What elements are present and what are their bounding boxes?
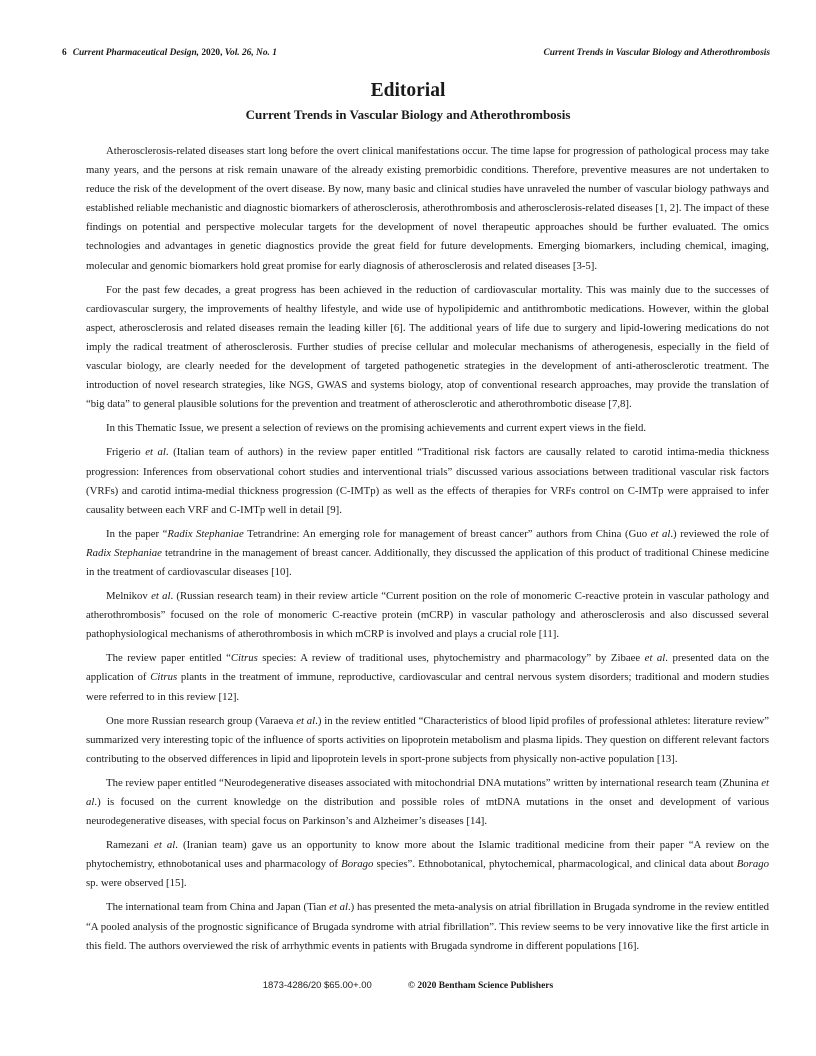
paragraph-text: Melnikov xyxy=(106,590,152,603)
paragraph-text: One more Russian research group (Varaeva xyxy=(106,714,297,727)
paragraph-text: species: A review of traditional uses, phytochemistry and pharmacology” by Zibaee xyxy=(257,652,645,665)
paragraph-text: .) in the review entitled “Characteristics of blood lipid profiles of professional athletes: literature review” summarized very interesting topic of the influence of sports activities on lipoprotein metabolism and plasma lipids. They question on different relevant factors contributing to the observed differences in lipid and lipoprotein levels in sport-prone subjects from physically non-active population [13]. xyxy=(86,714,769,765)
paragraph-text: In this Thematic Issue, we present a selection of reviews on the promising achievements and current expert views in the field. xyxy=(106,422,647,435)
italic-text: Radix Stephaniae xyxy=(167,527,244,540)
paragraph-text: The review paper entitled “ xyxy=(106,652,231,665)
paragraph-text: . (Iranian team) gave us an opportunity to know more about the Islamic traditional medicine from their paper “A review on the phytochemistry, ethnobotanical uses and pharmacology of xyxy=(86,839,769,871)
paragraph-text: .) has presented the meta-analysis on atrial fibrillation in Brugada syndrome in the review entitled “A pooled analysis of the prognostic significance of Brugada syndrome with atrial fibrillation”. This review seems to be very innovative like the first article in this field. The authors overviewed the risk of arrhythmic events in patients with Brugada syndrome in different populations [16]. xyxy=(86,901,769,952)
italic-text: Citrus xyxy=(150,671,178,684)
italic-text: et al xyxy=(296,714,316,727)
copyright-notice: © 2020 Bentham Science Publishers xyxy=(407,981,554,991)
body-paragraph xyxy=(86,898,769,955)
page-footer xyxy=(0,980,816,991)
paragraph-text: . (Italian team of authors) in the review paper entitled “Traditional risk factors are causally related to carotid intima-media thickness progression: Inferences from observational cohort studies and interventional trials” discussed various associations between traditional vascular risk factors (VRFs) and carotid intima-medial thickness progression (C-IMTp) as well as the effects of therapies for VRFs control on C-IMTp were appraised to infer causality between each VRF and C-IMTp well in detail [9]. xyxy=(86,446,770,516)
body-paragraph xyxy=(86,836,769,893)
paragraph-text: Ramezani xyxy=(106,839,155,852)
body-paragraph xyxy=(86,587,769,644)
body-paragraph xyxy=(86,525,769,582)
italic-text: et al xyxy=(154,839,176,852)
italic-text: et al xyxy=(145,446,166,459)
italic-text: et al xyxy=(329,901,348,914)
body-paragraph xyxy=(86,443,769,519)
paragraph-text: Atherosclerosis-related diseases start long before the overt clinical manifestations occur. The time lapse for progression of pathological process may take many years, and the persons at risk remain unaware of the already existing premorbidic conditions. Therefore, preventive measures are not undertaken to reduce the risk of the development of the overt disease. By now, many basic and clinical studies have unraveled the number of vascular biology pathways and established reliable mechanistic and diagnostic biomarkers of atherosclerosis, atherothrombosis and atherosclerosis-related diseases [1, 2]. The impact of these findings on potential and perspective molecular targets for the development of novel therapeutic approaches should be further evaluated. The omics technologies and advantages in genetic diagnostics provide the great field for future developments. Emerging biomarkers, including chemical, imaging, molecular and genomic biomarkers hold great promise for early diagnosis of atherosclerosis and related diseases [3-5]. xyxy=(86,145,769,272)
issn-price: 1873-4286/20 $65.00+.00 xyxy=(262,980,372,991)
italic-text: et al xyxy=(151,590,171,603)
paragraph-text: species”. Ethnobotanical, phytochemical, pharmacological, and clinical data about xyxy=(373,858,737,871)
running-head xyxy=(62,48,770,62)
body-paragraph xyxy=(86,649,769,706)
italic-text: et al xyxy=(644,652,666,665)
body-paragraph xyxy=(86,281,769,415)
journal-volume: Vol. 26, No. 1 xyxy=(222,48,277,58)
journal-name: Current Pharmaceutical Design, xyxy=(72,48,200,58)
paragraph-text: . (Russian research team) in their review article “Current position on the role of monomeric C-reactive protein in vascular pathology and atherothrombosis” focused on the role of monomeric C-reactive protein (mCRP) in vascular pathology and atherosclerosis and also discussed several pathophysiological mechanisms of atherothrombosis in which mCRP is involved and plays a crucial role [11]. xyxy=(86,590,769,641)
italic-text: Borago xyxy=(341,858,374,871)
paragraph-text: Frigerio xyxy=(106,446,146,459)
body-paragraph xyxy=(86,142,769,276)
editorial-subtitle: Current Trends in Vascular Biology and Atherothrombosis xyxy=(245,107,571,122)
journal-year: 2020, xyxy=(199,48,223,58)
body-paragraph xyxy=(86,712,769,769)
italic-text: Borago xyxy=(736,858,769,871)
paragraph-text: In the paper “ xyxy=(106,527,168,540)
paragraph-text: sp. were observed [15]. xyxy=(86,877,187,890)
italic-text: Citrus xyxy=(230,652,258,665)
editorial-body xyxy=(86,142,769,961)
running-head-article-title: Current Trends in Vascular Biology and Atherothrombosis xyxy=(543,48,770,58)
paragraph-text: The review paper entitled “Neurodegenerative diseases associated with mitochondrial DNA mutations” written by international research team (Zhunina xyxy=(106,776,762,789)
paragraph-text: . presented data on the application of xyxy=(86,652,769,684)
body-paragraph xyxy=(86,419,769,438)
paragraph-text: For the past few decades, a great progress has been achieved in the reduction of cardiovascular mortality. This was mainly due to the successes of cardiovascular surgery, the improvements of healthy lifestyle, and wide use of hypolipidemic and antithrombotic medications. However, within the global aspect, atherosclerosis and related diseases remain the leading killer [6]. The additional years of life due to surgery and lipid-lowering medications do not imply the radical treatment of atherosclerosis. Further studies of precise cellular and molecular mechanisms of atherogenesis, especially in the field of vascular biology, are clearly needed for the development of targeted pathogenetic strategies in the development of anti-atherosclerotic treatment. The introduction of novel research strategies, like NGS, GWAS and systems biology, atop of conventional research approaches, may provide the translation of “big data” to general plausible solutions for the prevention and treatment of atherosclerotic and atherothrombotic disease [7,8]. xyxy=(86,283,769,411)
paragraph-text: The international team from China and Japan (Tian xyxy=(106,901,330,914)
paragraph-text: Tetrandrine: An emerging role for management of breast cancer” authors from China (Guo xyxy=(243,527,651,540)
body-paragraph xyxy=(86,774,769,831)
italic-text: et al xyxy=(650,527,671,540)
paragraph-text: tetrandrine in the management of breast cancer. Additionally, they discussed the application of this product of traditional Chinese medicine in the treatment of cardiovascular diseases [10]. xyxy=(86,546,769,578)
italic-text: Radix Stephaniae xyxy=(86,546,162,559)
page-number: 6 xyxy=(62,48,67,58)
italic-text: et al xyxy=(86,776,769,808)
paragraph-text: plants in the treatment of immune, reproductive, cardiovascular and central nervous system disorders; traditional and modern studies were referred to in this review [12]. xyxy=(86,671,770,703)
editorial-title: Editorial xyxy=(370,80,446,101)
paragraph-text: .) reviewed the role of xyxy=(670,527,770,540)
running-head-left xyxy=(62,48,277,58)
paragraph-text: .) is focused on the current knowledge on the distribution and possible roles of mtDNA mutations in the onset and development of various neurodegenerative diseases, with special focus on Parkinson’s and Alzheimer’s diseases [14]. xyxy=(86,796,769,828)
